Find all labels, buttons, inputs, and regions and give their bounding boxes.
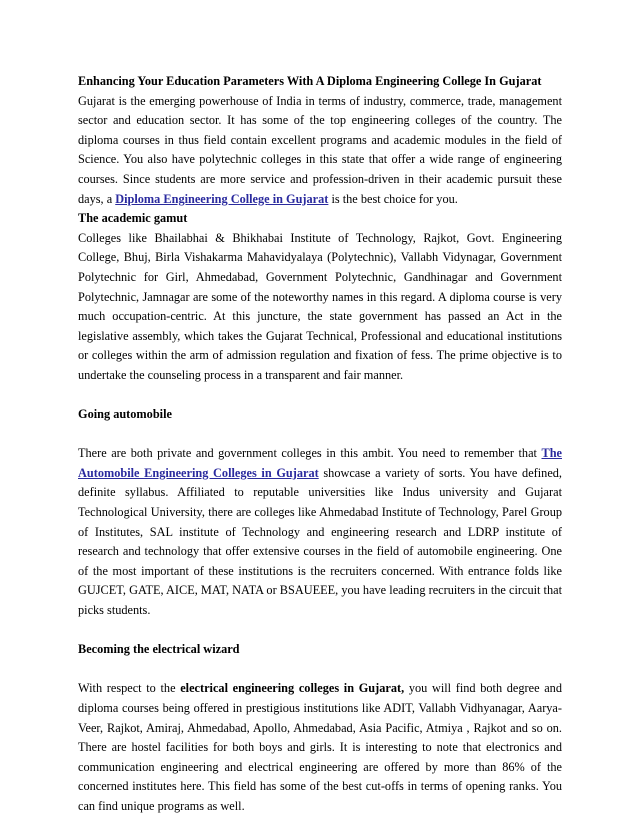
electrical-text-after: you will find both degree and diploma courses being offered in prestigious institutions like ADIT, Vallabh Vidhyanagar, Aarya-Veer, Rajkot, Amiraj, Ahmedabad, Apollo, Ahmedabad, Asia Pacific, Atmiya , Rajkot and so on. There are hostel facilities for both boys and girls. It is interesting to note that electronics and communication engineering and electrical engineering are offered by more than 86% of the concerned institutes here. This field has some of the best cut-offs in terms of opening ranks. You can find unique programs as well. (78, 681, 562, 813)
automobile-heading: Going automobile (78, 407, 172, 422)
document-body (78, 72, 562, 817)
spacer (78, 660, 562, 680)
spacer (78, 621, 562, 641)
automobile-text-before: There are both private and government colleges in this ambit. You need to remember that (78, 446, 542, 461)
automobile-colleges-link[interactable]: The Automobile Engineering Colleges in Gujarat (78, 446, 562, 480)
spacer (78, 386, 562, 406)
gamut-heading: The academic gamut (78, 211, 188, 226)
automobile-text-after: showcase a variety of sorts. You have defined, definite syllabus. Affiliated to reputable universities like Indus university and Gujarat Technological University, there are colleges like Ahmedabad Institute of Technology, Parel Group of Institutes, SAL institute of Technology and engineering research and LDRP institute of research and technology that offer extensive courses in the field of automobile engineering. One of the most important of these institutions is the recruiters concerned. With entrance folds like GUJCET, GATE, AICE, MAT, NATA or BSAUEEE, you have leading recruiters in the circuit that picks students. (78, 465, 563, 618)
electrical-text-before: With respect to the (78, 681, 181, 696)
electrical-bold-text: electrical engineering colleges in Gujarat, (180, 681, 405, 696)
spacer (78, 425, 562, 445)
document-title: Enhancing Your Education Parameters With A Diploma Engineering College In Gujarat (78, 74, 542, 88)
diploma-college-link[interactable]: Diploma Engineering College in Gujarat (115, 191, 329, 206)
intro-text-after: is the best choice for you. (328, 191, 458, 206)
gamut-paragraph: Colleges like Bhailabhai & Bhikhabai Institute of Technology, Rajkot, Govt. Engineering College, Bhuj, Birla Vishakarma Mahavidyalaya (Polytechnic), Vallabh Vidynagar, Government Polytechnic for Girl, Ahmedabad, Government Polytechnic, Gandhinagar and Government Polytechnic, Jamnagar are some of the noteworthy names in this regard. A diploma course is very much occupation-centric. At this juncture, the state government has passed an Act in the legislative assembly, which takes the Gujarat Technical, Professional and educational institutions or colleges within the arm of admission regulation and fixation of fess. The prime objective is to undertake the counseling process in a transparent and fair manner. (78, 230, 562, 382)
automobile-paragraph (78, 444, 562, 620)
electrical-paragraph (78, 679, 562, 816)
intro-text-before: Gujarat is the emerging powerhouse of India in terms of industry, commerce, trade, management sector and education sector. It has some of the top engineering colleges of the country. The diploma courses in thus field contain excellent programs and academic modules in the field of Science. You also have polytechnic colleges in this state that offer a wide range of engineering courses. Since students are more service and profession-driven in their academic pursuit these days, a (78, 93, 562, 206)
intro-paragraph (78, 92, 562, 210)
electrical-heading: Becoming the electrical wizard (78, 642, 240, 657)
